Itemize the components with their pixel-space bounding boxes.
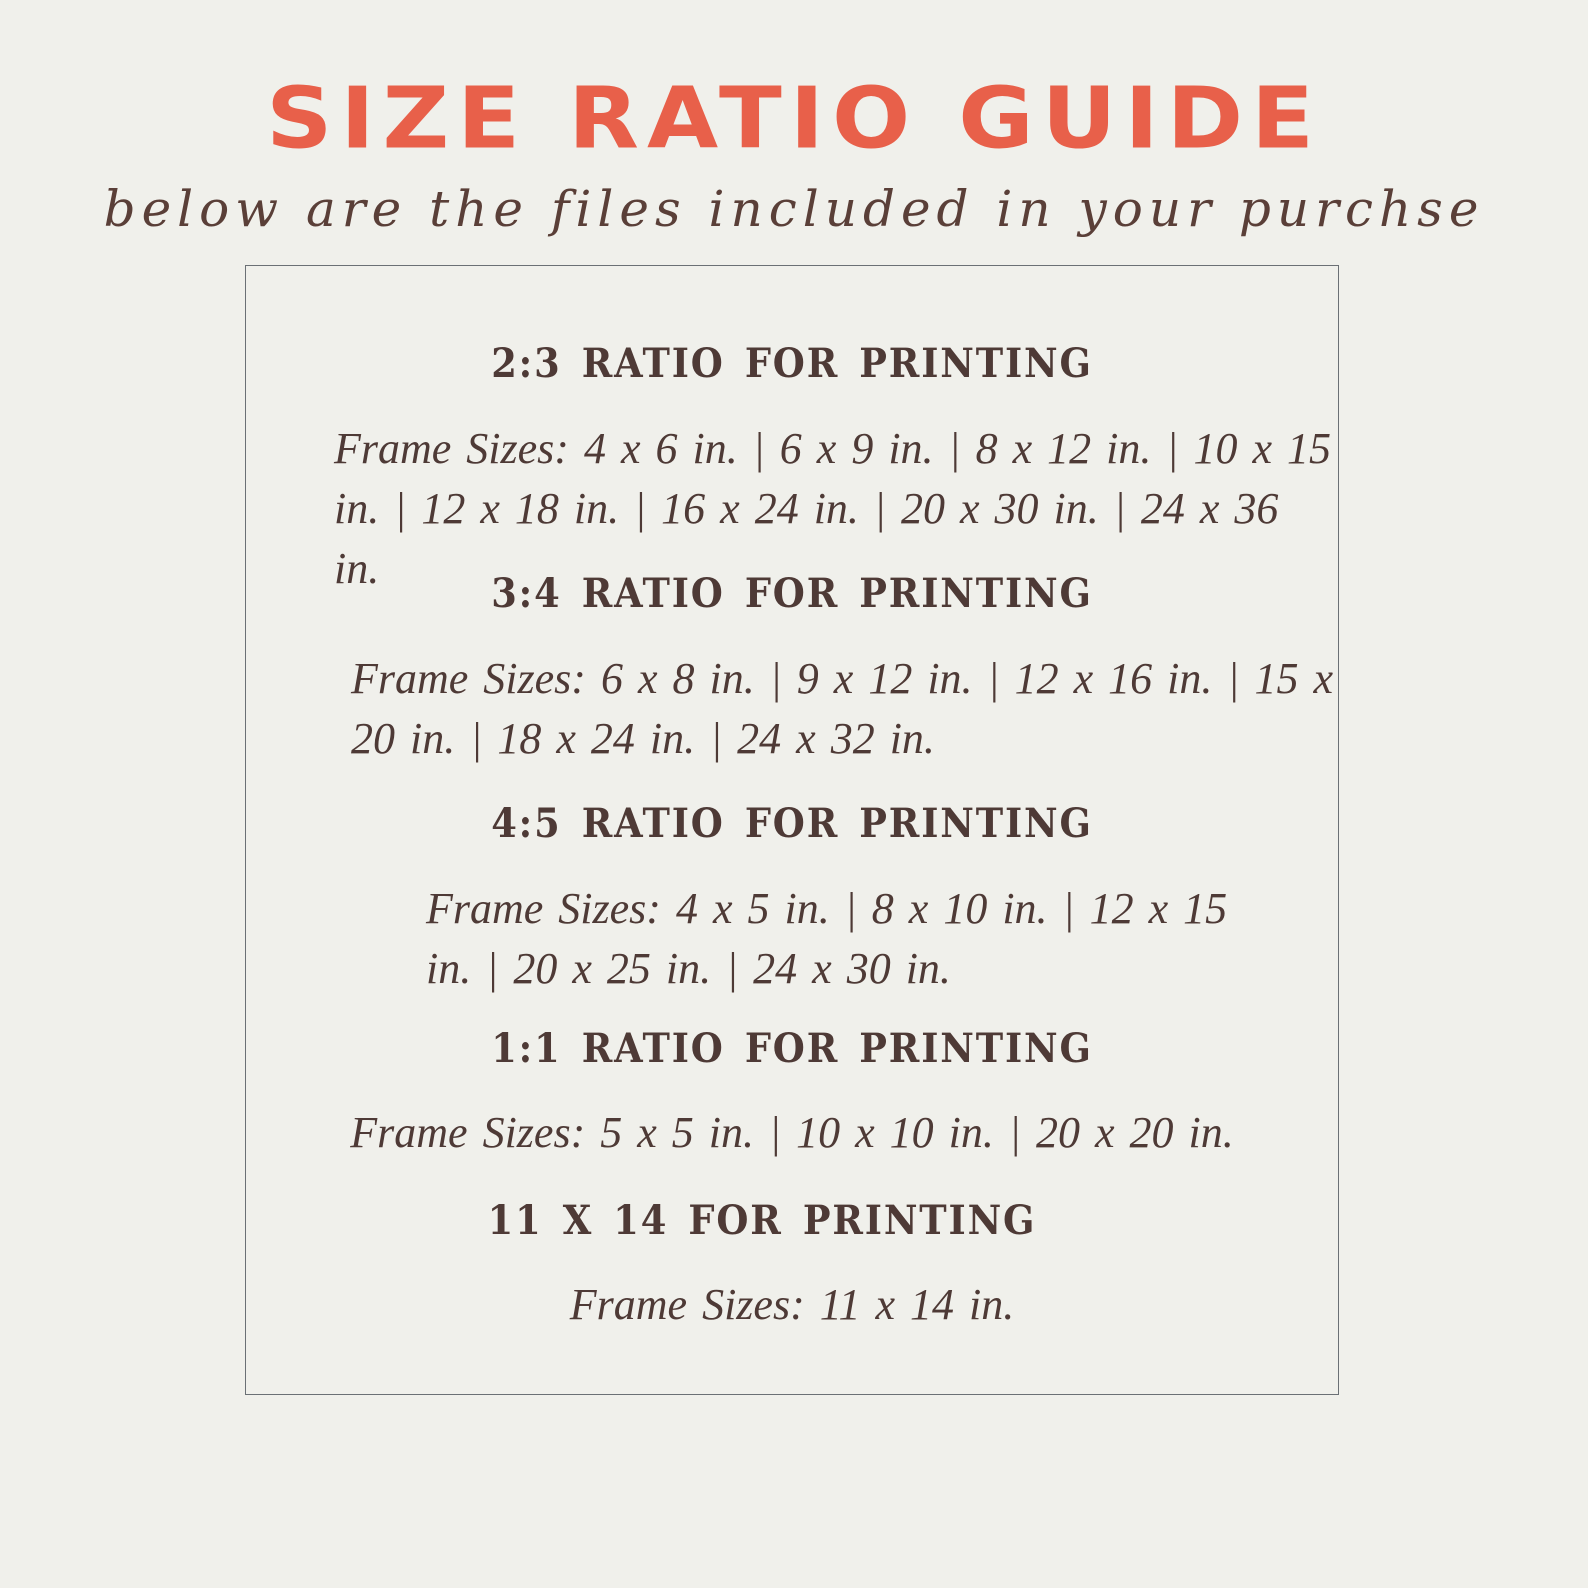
section-heading: 4:5 RATIO FOR PRINTING [491, 800, 1093, 847]
frame-sizes-line: Frame Sizes: 11 x 14 in. [569, 1280, 1015, 1329]
frame-sizes-line: Frame Sizes: 5 x 5 in. | 10 x 10 in. | 20 x 20 in. [350, 1108, 1234, 1157]
section-heading: 3:4 RATIO FOR PRINTING [491, 570, 1093, 617]
frame-sizes-line: 20 in. | 18 x 24 in. | 24 x 32 in. [351, 714, 935, 763]
frame-sizes-line: Frame Sizes: 6 x 8 in. | 9 x 12 in. | 12 x 16 in. | 15 x [351, 654, 1334, 703]
frame-sizes-line: Frame Sizes: 4 x 5 in. | 8 x 10 in. | 12 x 15 [426, 884, 1228, 933]
frame-sizes-line: Frame Sizes: 4 x 6 in. | 6 x 9 in. | 8 x 12 in. | 10 x 15 [334, 424, 1332, 473]
frame-sizes-line: in. | 20 x 25 in. | 24 x 30 in. [426, 944, 951, 993]
frame-sizes-line: in. | 12 x 18 in. | 16 x 24 in. | 20 x 30 in. | 24 x 36 in. [334, 484, 1279, 593]
section-heading: 1:1 RATIO FOR PRINTING [491, 1025, 1093, 1072]
size-list-box [245, 265, 1339, 1395]
page-subtitle: below are the files included in your purchse [103, 180, 1485, 238]
section-heading: 11 X 14 FOR PRINTING [487, 1197, 1037, 1244]
section-heading: 2:3 RATIO FOR PRINTING [491, 340, 1093, 387]
page-title: SIZE RATIO GUIDE [266, 69, 1322, 168]
